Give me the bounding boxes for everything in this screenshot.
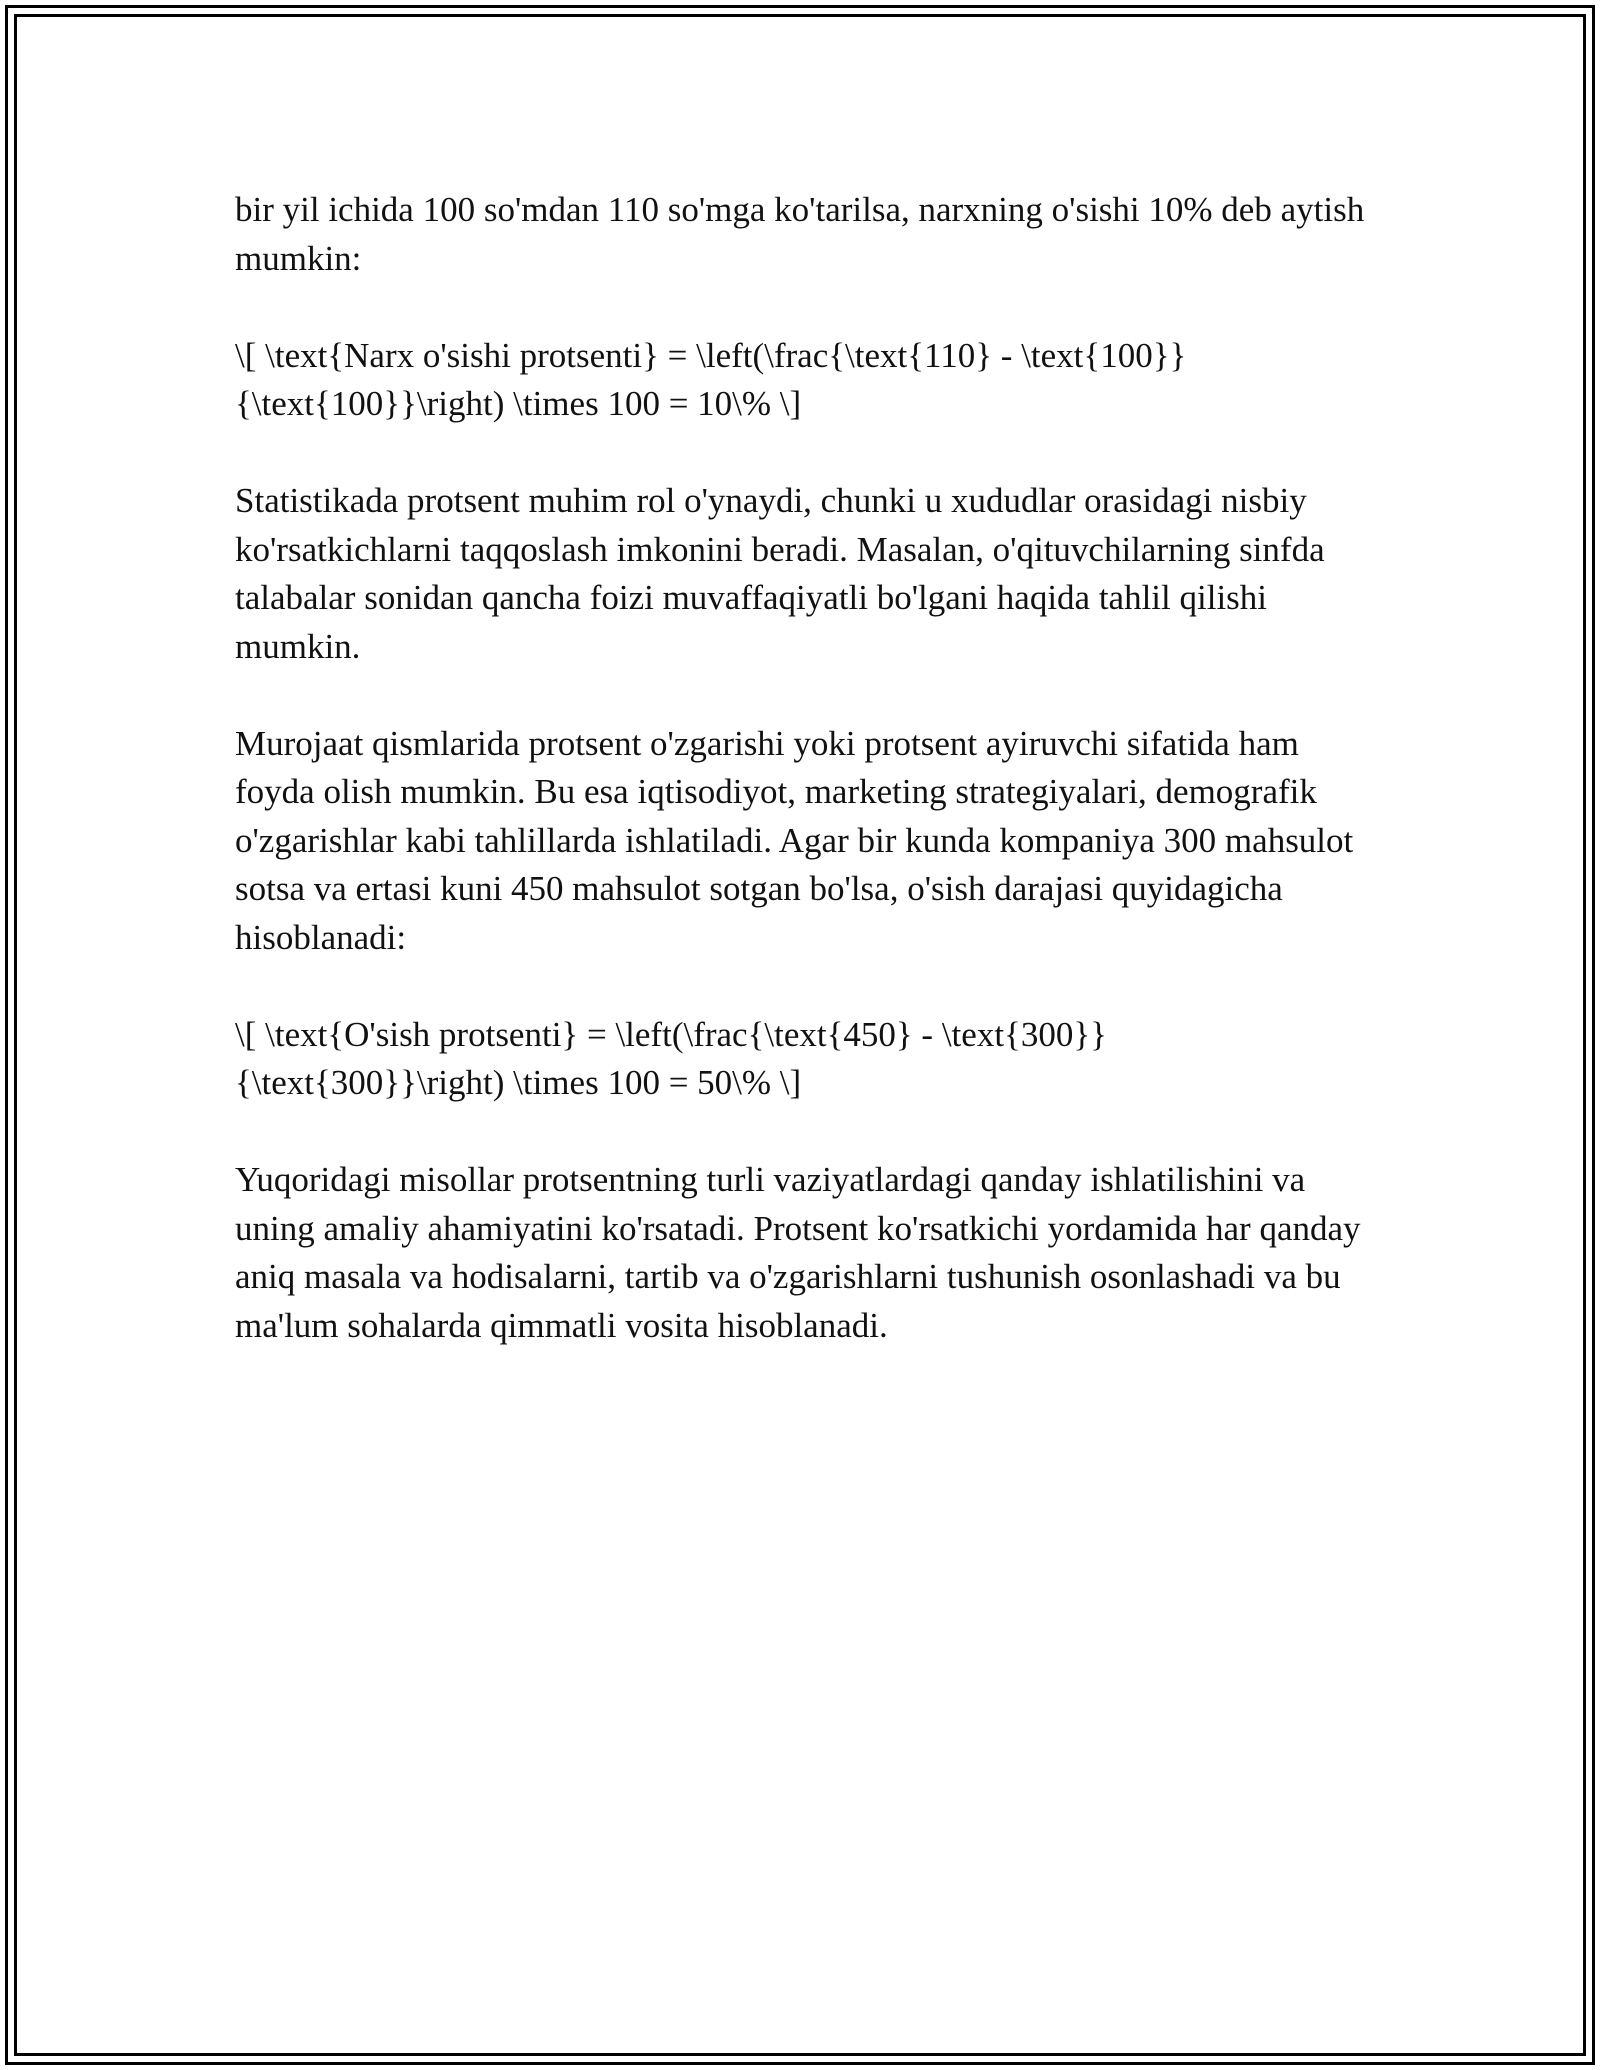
formula-growth-rate: \[ \text{O'sish protsenti} = \left(\frac{\text{450} - \text{300}}{\text{300}}\right) \times 100 = 50\% \] [235,1014,1107,1102]
paragraph-price-increase: bir yil ichida 100 so'mdan 110 so'mga ko'tarilsa, narxning o'sishi 10% deb aytish mumkin: [235,190,1365,278]
paragraph-percent-change: Murojaat qismlarida protsent o'zgarishi yoki protsent ayiruvchi sifatida ham foyda olish mumkin. Bu esa iqtisodiyot, marketing strategiyalari, demografik o'zgarishlar kabi tahlillarda ishlatiladi. Agar bir kunda kompaniya 300 mahsulot sotsa va ertasi kuni 450 mahsulot sotgan bo'lsa, o'sish darajasi quyidagicha hisoblanadi: [235,723,1354,957]
document-body [235,186,1365,1350]
formula-price-growth: \[ \text{Narx o'sishi protsenti} = \left(\frac{\text{110} - \text{100}}{\text{100}}\right) \times 100 = 10\% \] [235,335,1187,423]
paragraph-statistics: Statistikada protsent muhim rol o'ynaydi, chunki u xududlar orasidagi nisbiy ko'rsatkichlarni taqqoslash imkonini beradi. Masalan, o'qituvchilarning sinfda talabalar sonidan qancha foizi muvaffaqiyatli bo'lgani haqida tahlil qilishi mumkin. [235,481,1325,666]
paragraph-conclusion: Yuqoridagi misollar protsentning turli vaziyatlardagi qanday ishlatilishini va uning amaliy ahamiyatini ko'rsatadi. Protsent ko'rsatkichi yordamida har qanday aniq masala va hodisalarni, tartib va o'zgarishlarni tushunish osonlashadi va bu ma'lum sohalarda qimmatli vosita hisoblanadi. [235,1160,1361,1345]
